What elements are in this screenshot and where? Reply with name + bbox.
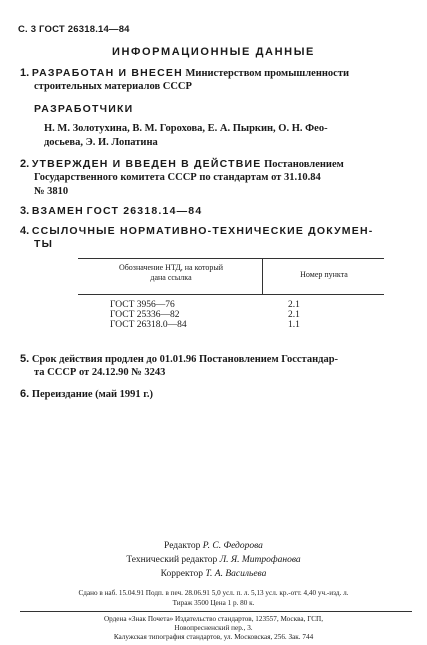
imprint-line1: Сдано в наб. 15.04.91 Подп. в печ. 28.06.91 5,0 усл. п. л. 5,13 усл. кр.-отт. 4,40 уч.-изд. л. [78, 589, 349, 597]
section-2-line2: Государственного комитета СССР по стандартам от 31.10.84 [34, 172, 321, 183]
imprint-divider [20, 611, 412, 612]
section-2-text: Постановлением [264, 159, 344, 170]
table-cell-point: 1.1 [288, 320, 300, 330]
table-column-divider [262, 258, 263, 294]
table-cell-document: ГОСТ 25336—82 [110, 310, 180, 320]
section-4-caps-line2: ТЫ [34, 238, 54, 250]
credit-editor: Редактор Р. С. Федорова [164, 541, 263, 551]
table-top-rule [78, 258, 384, 259]
table-cell-point: 2.1 [288, 300, 300, 310]
section-5-line1: Срок действия продлен до 01.01.96 Постановлением Госстандар- [31, 354, 339, 365]
publisher-line2: Новопресненский пер., 3. [174, 624, 253, 632]
table-cell-document: ГОСТ 26318.0—84 [110, 320, 187, 330]
developers-line1: Н. М. Золотухина, В. М. Горохова, Е. А. Пыркин, О. Н. Фео- [44, 123, 328, 134]
section-1 [20, 66, 412, 81]
table-header-rule [78, 294, 384, 295]
developers-heading: РАЗРАБОТЧИКИ [34, 103, 134, 115]
credit-tech-editor: Технический редактор Л. Я. Митрофанова [126, 555, 301, 565]
section-6-number: 6. [20, 388, 30, 400]
table-header-point: Номер пункта [300, 270, 348, 279]
section-3-text: ГОСТ 26318.14—84 [86, 205, 203, 217]
section-4 [20, 224, 412, 239]
page-header: С. 3 ГОСТ 26318.14—84 [18, 24, 130, 35]
section-5-number: 5. [20, 353, 30, 365]
section-5-line2: та СССР от 24.12.90 № 3243 [34, 367, 166, 378]
section-1-line2: строительных материалов СССР [34, 81, 192, 92]
section-2-number: 2. [20, 158, 30, 170]
section-2 [20, 157, 412, 172]
section-3-caps: ВЗАМЕН [31, 205, 84, 217]
section-2-line3: № 3810 [34, 186, 69, 197]
publisher-line3: Калужская типография стандартов, ул. Московская, 256. Зак. 744 [113, 633, 314, 641]
publisher-line1: Ордена «Знак Почета» Издательство стандартов, 123557, Москва, ГСП, [103, 615, 324, 623]
section-3 [20, 204, 412, 219]
section-6-text: Переиздание (май 1991 г.) [31, 389, 153, 400]
section-1-text: Министерством промышленности [185, 68, 350, 79]
table-cell-document: ГОСТ 3956—76 [110, 300, 175, 310]
references-table [78, 258, 384, 336]
table-cell-point: 2.1 [288, 310, 300, 320]
section-3-number: 3. [20, 205, 30, 217]
section-4-caps-line1: ССЫЛОЧНЫЕ НОРМАТИВНО-ТЕХНИЧЕСКИЕ ДОКУМЕН- [31, 225, 374, 237]
section-4-number: 4. [20, 225, 30, 237]
section-2-caps: УТВЕРЖДЕН И ВВЕДЕН В ДЕЙСТВИЕ [31, 158, 262, 170]
developers-line2: досьева, Э. И. Лопатина [44, 137, 158, 148]
section-1-caps: РАЗРАБОТАН И ВНЕСЕН [31, 67, 183, 79]
section-5 [20, 352, 412, 367]
section-1-number: 1. [20, 67, 30, 79]
table-header-document: Обозначение НТД, на который дана ссылка [118, 263, 224, 282]
page-title: ИНФОРМАЦИОННЫЕ ДАННЫЕ [111, 46, 315, 58]
imprint-line2: Тираж 3500 Цена 1 р. 80 к. [172, 599, 255, 607]
section-6 [20, 387, 412, 402]
credit-corrector: Корректор Т. А. Васильева [160, 569, 267, 579]
